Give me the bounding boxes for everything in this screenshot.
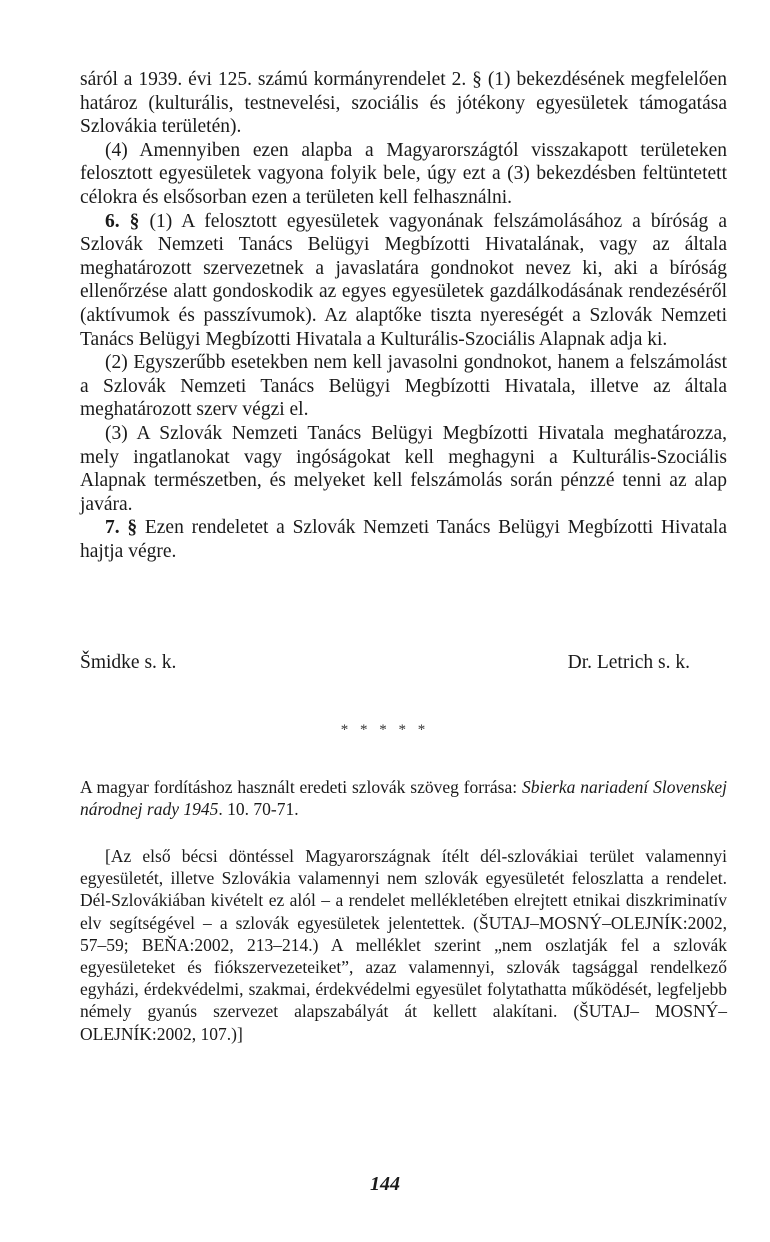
paragraph-section-6-2: (2) Egyszerűbb esetekben nem kell javasolni gondnokot, hanem a felszámolást a Szlovák Nemzeti Tanács Belügyi Megbízotti Hivatala, illetve az általa meghatározott szerv végzi el. <box>80 352 727 421</box>
paragraph-section-6-1 <box>80 210 727 352</box>
section-7-label: 7. § <box>105 517 138 539</box>
source-note-title: Sbierka nariadení Slovenskej národnej rady 1945 <box>80 777 727 820</box>
page-number: 144 <box>370 1173 400 1195</box>
paragraph-section-7 <box>80 516 727 563</box>
section-6-label: 6. § <box>105 210 140 232</box>
source-note-suffix: . 10. 70-71. <box>218 799 299 820</box>
paragraph-intro: sáról a 1939. évi 125. számú kormányrendelet 2. § (1) bekezdésének megfelelően határoz (kulturális, testnevelési, szociális és jótékony egyesületek támogatása Szlovákia területén). <box>80 69 727 138</box>
section-divider: * * * * * <box>340 722 430 738</box>
editorial-remark-text: [Az első bécsi döntéssel Magyarországnak ítélt dél-szlovákiai terület valamennyi egyesületét, illetve Szlovákia valamennyi nem szlovák egyesületét feloszlatta a rendelet. Dél-Szlovákiában kivételt ez alól – a rendelet mellékletében elrejtett etnikai diszkriminatív elv segítségével – a szlovák egyesületek jelentettek. (ŠUTAJ–MOSNÝ–OLEJNÍK:2002, 57–59; BEŇA:2002, 213–214.) A melléklet szerint „nem oszlatják fel a szlovák egyesületeket és fiókszervezeteiket”, azaz valamennyi, szlovák tagsággal rendelkező egyházi, érdekvédelmi, szakmai, érdekvédelmi egyesület folytathatta működését, legfeljebb némely gyanús szervezet alapszabályát át kellett alakítani. (ŠUTAJ– MOSNÝ–OLEJNÍK:2002, 107.)] <box>80 846 727 1044</box>
signature-left: Šmidke s. k. <box>80 652 177 673</box>
signature-right: Dr. Letrich s. k. <box>567 652 690 673</box>
section-7-text: Ezen rendeletet a Szlovák Nemzeti Tanács Belügyi Megbízotti Hivatala hajtja végre. <box>80 517 727 562</box>
paragraph-5-4: (4) Amennyiben ezen alapba a Magyarországtól visszakapott területeken felosztott egyesületek vagyona folyik bele, úgy ezt a (3) bekezdésben feltüntetett célokra és elsősorban ezen a területen kell felhasználni. <box>80 139 727 208</box>
signature-block <box>80 652 690 674</box>
body-text <box>80 68 727 563</box>
editorial-remark <box>80 845 727 1045</box>
paragraph-section-6-3: (3) A Szlovák Nemzeti Tanács Belügyi Megbízotti Hivatala meghatározza, mely ingatlanokat vagy ingóságokat kell meghagyni a Kulturális-Szociális Alapnak természetben, és melyeket kell felszámolás során pénzzé tenni az alap javára. <box>80 422 727 515</box>
source-note-prefix: A magyar fordításhoz használt eredeti szlovák szöveg forrása: <box>80 777 522 797</box>
source-note <box>80 776 727 820</box>
section-6-text: (1) A felosztott egyesületek vagyonának felszámolásához a bíróság a Szlovák Nemzeti Tanács Belügyi Megbízotti Hivatalának, vagy az általa meghatározott szervezetnek a javaslatára gondnokot nevez ki, aki a bíróság ellenőrzése alatt gondoskodik az egyes egyesületek gazdálkodásának rendezéséről (aktívumok és passzívumok). Az alaptőke tiszta nyereségét a Szlovák Nemzeti Tanács Belügyi Megbízotti Hivatala a Kulturális-Szociális Alapnak adja ki. <box>80 210 728 350</box>
source-note-text <box>80 776 727 820</box>
